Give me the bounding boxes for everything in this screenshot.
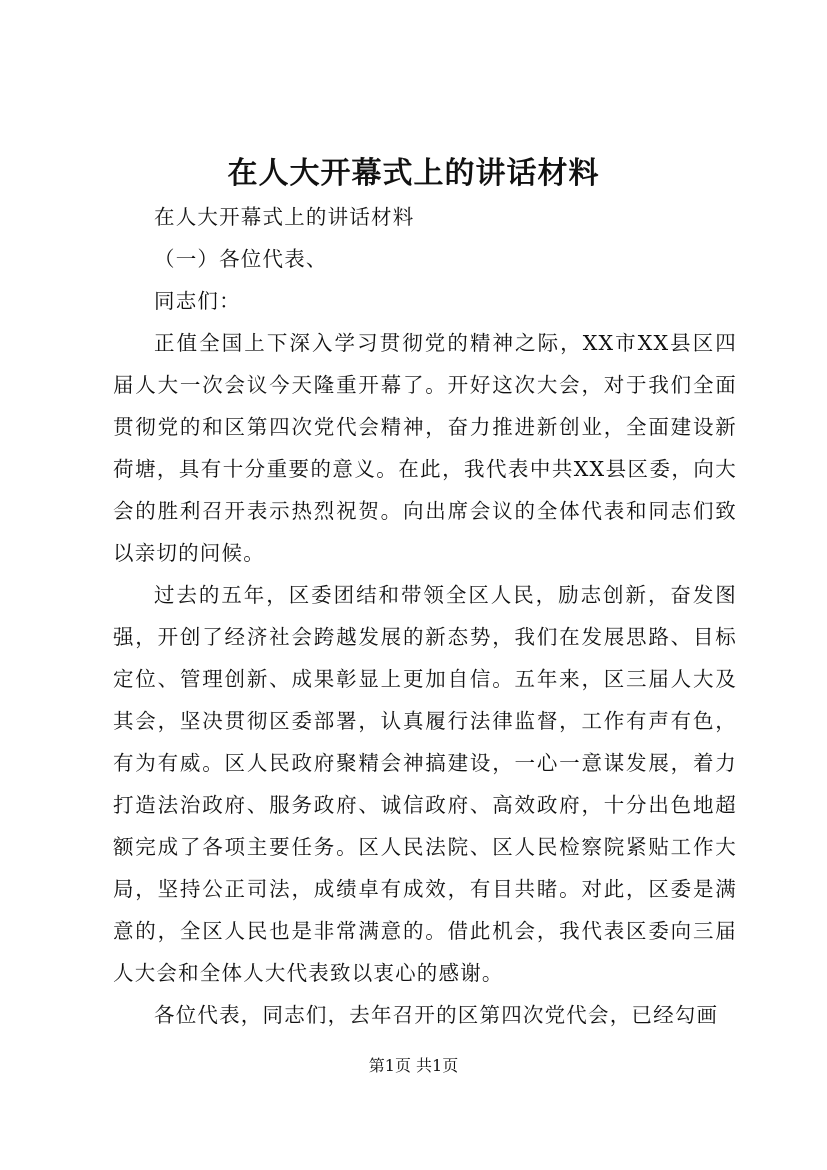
paragraph-review: 过去的五年，区委团结和带领全区人民，励志创新，奋发图强，开创了经济社会跨越发展的新态势，我们在发展思路、目标定位、管理创新、成果彰显上更加自信。五年来，区三届人大及其会，坚决贯彻区委部署，认真履行法律监督，工作有声有色，有为有威。区人民政府聚精会神搞建设，一心一意谋发展，着力打造法治政府、服务政府、诚信政府、高效政府，十分出色地超额完成了各项主要任务。区人民法院、区人民检察院紧贴工作大局，坚持公正司法，成绩卓有成效，有目共睹。对此，区委是满意的，全区人民也是非常满意的。借此机会，我代表区委向三届人大会和全体人大代表致以衷心的感谢。 [113, 583, 737, 985]
paragraph-salutation-2: 同志们： [154, 289, 241, 313]
page-number-footer: 第1页 共1页 [368, 1056, 459, 1075]
document-body [113, 196, 737, 1036]
paragraph-opening: 正值全国上下深入学习贯彻党的精神之际，XX市XX县区四届人大一次会议今天隆重开幕了。开好这次大会，对于我们全面贯彻党的和区第四次党代会精神，奋力推进新创业，全面建设新荷塘，具有十分重要的意义。在此，我代表中共XX县区委，向大会的胜利召开表示热烈祝贺。向出席会议的全体代表和同志们致以亲切的问候。 [113, 331, 737, 565]
paragraph-subtitle: 在人大开幕式上的讲话材料 [154, 205, 415, 229]
paragraph-continuation: 各位代表，同志们，去年召开的区第四次党代会，已经勾画 [154, 1003, 719, 1027]
document-title: 在人大开幕式上的讲话材料 [227, 156, 600, 191]
paragraph-salutation-1: （一）各位代表、 [154, 247, 328, 271]
